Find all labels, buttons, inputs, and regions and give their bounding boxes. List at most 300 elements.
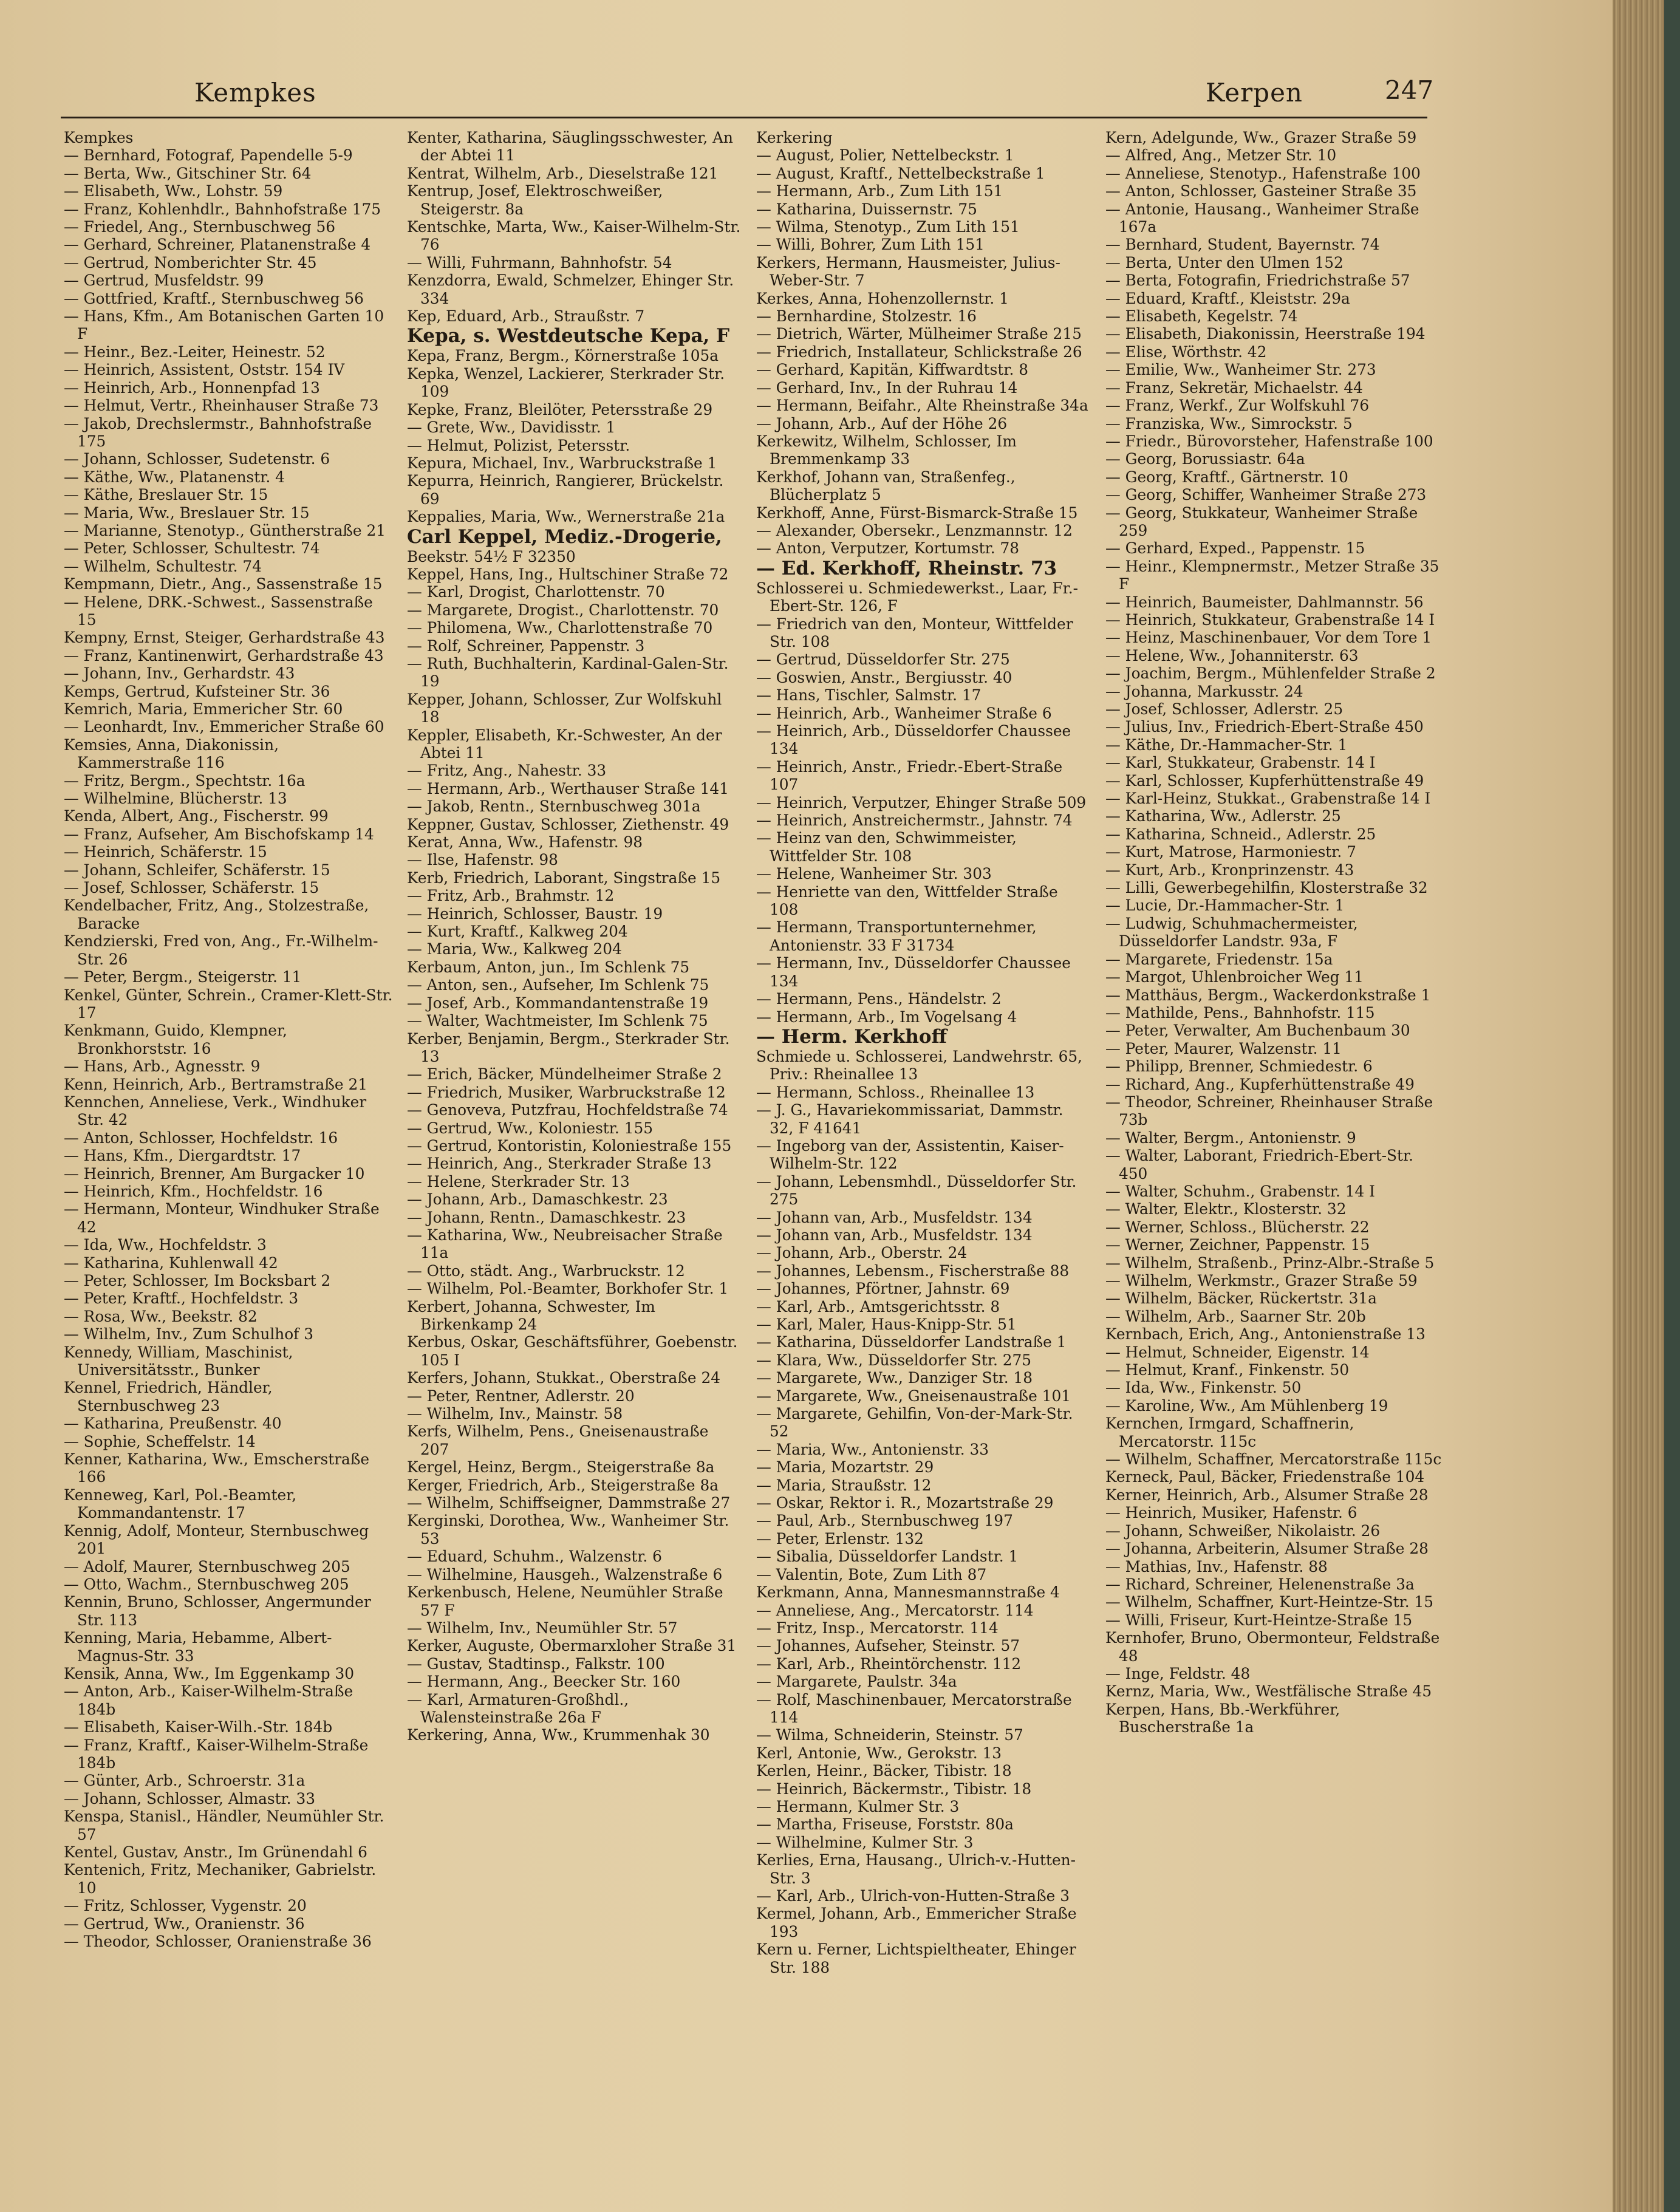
directory-entry: — Hermann, Arb., Zum Lith 151 (756, 182, 1003, 200)
directory-entry: — Margarete, Friedenstr. 15a (1105, 950, 1333, 968)
directory-entry: — Rolf, Maschinenbauer, Mercatorstraße 114 (756, 1690, 1072, 1726)
directory-entry: Keppalies, Maria, Ww., Wernerstraße 21a (407, 508, 725, 526)
directory-entry: — Johann, Arb., Oberstr. 24 (756, 1244, 968, 1262)
directory-entry: — Hermann, Inv., Düsseldorfer Chaussee 134 (756, 954, 1071, 990)
directory-entry: — Gertrud, Ww., Koloniestr. 155 (407, 1119, 653, 1137)
directory-entry: Kempkes (64, 129, 134, 146)
directory-entry: — Joachim, Bergm., Mühlenfelder Straße 2 (1105, 664, 1436, 683)
directory-entry: — Werner, Zeichner, Pappenstr. 15 (1105, 1236, 1370, 1254)
directory-entry: — Maria, Ww., Kalkweg 204 (407, 940, 622, 958)
directory-entry: Kerat, Anna, Ww., Hafenstr. 98 (407, 833, 643, 852)
directory-entry: — Heinrich, Ang., Sterkrader Straße 13 (407, 1155, 712, 1173)
directory-entry: Kennin, Bruno, Schlosser, Angermunder Str. 113 (64, 1593, 371, 1629)
directory-entry: — Gerhard, Schreiner, Platanenstraße 4 (64, 236, 371, 254)
directory-entry: — Karl, Arb., Rheintörchenstr. 112 (756, 1654, 1022, 1673)
directory-entry: — Friedrich, Installateur, Schlickstraße 26 (756, 343, 1082, 361)
directory-entry: — Käthe, Dr.-Hammacher-Str. 1 (1105, 736, 1348, 754)
directory-entry: — Wilhelm, Schaffner, Kurt-Heintze-Str. 15 (1105, 1593, 1434, 1611)
directory-entry: — Johann, Schweißer, Nikolaistr. 26 (1105, 1521, 1381, 1540)
directory-entry: — Margarete, Paulstr. 34a (756, 1673, 957, 1691)
directory-entry: Kernhofer, Bruno, Obermonteur, Feldstraße 48 (1105, 1629, 1440, 1665)
directory-entry: Schmiede u. Schlosserei, Landwehrstr. 65, Priv.: Rheinallee 13 (756, 1047, 1083, 1084)
directory-entry: — Bernhardine, Stolzestr. 16 (756, 307, 977, 326)
directory-entry: Kenkmann, Guido, Klempner, Bronkhorststr. 16 (64, 1022, 287, 1057)
directory-entry: — Johann, Arb., Damaschkestr. 23 (407, 1190, 668, 1209)
directory-entry: — Helene, Sterkrader Str. 13 (407, 1172, 630, 1190)
directory-entry: — Karl, Arb., Ulrich-von-Hutten-Straße 3 (756, 1887, 1070, 1905)
directory-entry: — Ludwig, Schuhmachermeister, Düsseldorfer Landstr. 93a, F (1105, 914, 1358, 951)
column-3 (756, 129, 1090, 2194)
directory-entry: — August, Kraftf., Nettelbeckstraße 1 (756, 164, 1045, 182)
directory-entry: — Gertrud, Kontoristin, Koloniestraße 155 (407, 1136, 732, 1155)
directory-entry: — Elisabeth, Kegelstr. 74 (1105, 307, 1298, 326)
directory-entry: — Oskar, Rektor i. R., Mozartstraße 29 (756, 1494, 1054, 1512)
directory-entry: — Katharina, Kuhlenwall 42 (64, 1254, 278, 1272)
directory-entry: — Heinrich, Arb., Honnenpfad 13 (64, 378, 320, 397)
directory-entry: — Richard, Ang., Kupferhüttenstraße 49 (1105, 1075, 1415, 1093)
directory-entry: — Hermann, Arb., Im Vogelsang 4 (756, 1008, 1017, 1026)
directory-entry: — Werner, Schloss., Blücherstr. 22 (1105, 1218, 1370, 1236)
directory-entry: — Heinrich, Arb., Düsseldorfer Chaussee 134 (756, 722, 1071, 758)
directory-entry: Kepper, Johann, Schlosser, Zur Wolfskuhl 18 (407, 690, 722, 726)
directory-entry: — Walter, Laborant, Friedrich-Ebert-Str. 450 (1105, 1147, 1414, 1183)
directory-entry: — Willi, Friseur, Kurt-Heintze-Straße 15 (1105, 1611, 1413, 1629)
directory-entry: Kempny, Ernst, Steiger, Gerhardstraße 43 (64, 629, 385, 647)
directory-entry: — Sibalia, Düsseldorfer Landstr. 1 (756, 1548, 1019, 1566)
directory-entry: — Ida, Ww., Finkenstr. 50 (1105, 1379, 1302, 1397)
directory-entry: — Wilma, Schneiderin, Steinstr. 57 (756, 1726, 1023, 1744)
directory-entry: Kempmann, Dietr., Ang., Sassenstraße 15 (64, 575, 383, 593)
directory-entry: — Johann, Inv., Gerhardstr. 43 (64, 664, 295, 683)
directory-entry: — Elisabeth, Ww., Lohstr. 59 (64, 182, 283, 200)
directory-entry: — Friedrich, Musiker, Warbruckstraße 12 (407, 1083, 726, 1101)
directory-entry: Kemps, Gertrud, Kufsteiner Str. 36 (64, 682, 330, 700)
directory-entry: — Hermann, Schloss., Rheinallee 13 (756, 1083, 1035, 1101)
directory-entry: Kerb, Friedrich, Laborant, Singstraße 15 (407, 869, 721, 887)
directory-entry: Kerbus, Oskar, Geschäftsführer, Goebenstr. 105 I (407, 1333, 738, 1369)
directory-entry: — Rosa, Ww., Beekstr. 82 (64, 1307, 258, 1325)
page-header (67, 72, 1534, 114)
directory-entry: Kennedy, William, Maschinist, Universitätsstr., Bunker (64, 1343, 293, 1379)
directory-entry: — Maria, Mozartstr. 29 (756, 1458, 934, 1476)
directory-entry: Kerber, Benjamin, Bergm., Sterkrader Str. 13 (407, 1029, 730, 1065)
directory-entry: — Gertrud, Musfeldstr. 99 (64, 271, 264, 290)
directory-entry: — Mathias, Inv., Hafenstr. 88 (1105, 1557, 1328, 1575)
directory-entry: — August, Polier, Nettelbeckstr. 1 (756, 146, 1014, 165)
directory-entry: — Peter, Verwalter, Am Buchenbaum 30 (1105, 1022, 1410, 1040)
directory-entry: Kergel, Heinz, Bergm., Steigerstraße 8a (407, 1458, 715, 1476)
directory-entry: — Friedr., Bürovorsteher, Hafenstraße 100 (1105, 432, 1433, 450)
directory-entry: — Peter, Rentner, Adlerstr. 20 (407, 1387, 635, 1405)
directory-entry: Kenspa, Stanisl., Händler, Neumühler Str. 57 (64, 1807, 384, 1843)
directory-entry: — Heinr., Bez.-Leiter, Heinestr. 52 (64, 343, 326, 361)
directory-entry: — Wilhelm, Pol.-Beamter, Borkhofer Str. 1 (407, 1280, 729, 1298)
directory-entry: — Eduard, Schuhm., Walzenstr. 6 (407, 1548, 662, 1566)
directory-entry: — Josef, Schlosser, Adlerstr. 25 (1105, 700, 1344, 718)
directory-entry: — Berta, Unter den Ulmen 152 (1105, 253, 1344, 271)
directory-entry: Kern u. Ferner, Lichtspieltheater, Ehinger Str. 188 (756, 1941, 1076, 1976)
directory-entry: — Franziska, Ww., Simrockstr. 5 (1105, 414, 1353, 432)
directory-entry: — Margarete, Ww., Danziger Str. 18 (756, 1369, 1033, 1387)
directory-entry: — Valentin, Bote, Zum Lith 87 (756, 1565, 987, 1583)
directory-entry: — Antonie, Hausang., Wanheimer Straße 167a (1105, 200, 1419, 236)
directory-entry: — Peter, Bergm., Steigerstr. 11 (64, 968, 302, 986)
directory-entry: — Katharina, Ww., Neubreisacher Straße 11a (407, 1226, 723, 1262)
directory-entry: — Peter, Maurer, Walzenstr. 11 (1105, 1039, 1342, 1057)
directory-entry: — Heinrich, Schäferstr. 15 (64, 843, 267, 861)
directory-entry: — Helmut, Polizist, Petersstr. (407, 436, 630, 454)
directory-entry: — Berta, Ww., Gitschiner Str. 64 (64, 164, 312, 182)
directory-entry: — Bernhard, Fotograf, Papendelle 5-9 (64, 146, 353, 165)
directory-entry: — Erich, Bäcker, Mündelheimer Straße 2 (407, 1065, 722, 1084)
directory-entry: — Karl, Arb., Amtsgerichtsstr. 8 (756, 1297, 1000, 1316)
directory-entry: Kepurra, Heinrich, Rangierer, Brückelstr. 69 (407, 472, 724, 508)
directory-entry: — Friedel, Ang., Sternbuschweg 56 (64, 218, 336, 236)
directory-entry: — Georg, Schiffer, Wanheimer Straße 273 (1105, 486, 1427, 504)
directory-entry: — Otto, städt. Ang., Warbruckstr. 12 (407, 1261, 685, 1280)
directory-entry: — Georg, Kraftf., Gärtnerstr. 10 (1105, 468, 1348, 486)
directory-entry: — Theodor, Schlosser, Oranienstraße 36 (64, 1933, 372, 1951)
directory-entry: — Heinz van den, Schwimmeister, Wittfelder Str. 108 (756, 829, 1017, 865)
directory-entry: — Marianne, Stenotyp., Güntherstraße 21 (64, 521, 386, 539)
directory-entry: Kerner, Heinrich, Arb., Alsumer Straße 28 (1105, 1486, 1429, 1504)
directory-entry: — Fritz, Insp., Mercatorstr. 114 (756, 1619, 999, 1637)
directory-entry: Kerlies, Erna, Hausang., Ulrich-v.-Hutten-Str. 3 (756, 1851, 1076, 1887)
directory-entry: — Johann, Arb., Auf der Höhe 26 (756, 414, 1008, 432)
directory-entry: Kerkhoff, Anne, Fürst-Bismarck-Straße 15 (756, 504, 1078, 522)
directory-entry: — Heinrich, Verputzer, Ehinger Straße 509 (756, 793, 1087, 811)
directory-entry: Kenneweg, Karl, Pol.-Beamter, Kommandantenstr. 17 (64, 1486, 297, 1522)
book-cover-edge (1664, 0, 1680, 2212)
directory-entry: — Rolf, Schreiner, Pappenstr. 3 (407, 637, 645, 655)
directory-entry: — Peter, Schlosser, Im Bocksbart 2 (64, 1272, 331, 1289)
directory-entry: — Franz, Werkf., Zur Wolfskuhl 76 (1105, 397, 1370, 415)
directory-entry: — Heinrich, Anstr., Friedr.-Ebert-Straße 107 (756, 757, 1063, 794)
directory-entry: — Fritz, Schlosser, Vygenstr. 20 (64, 1897, 307, 1915)
directory-entry: — Katharina, Schneid., Adlerstr. 25 (1105, 825, 1376, 843)
directory-entry: — Helene, Wanheimer Str. 303 (756, 865, 992, 883)
directory-entry: — Hermann, Monteur, Windhuker Straße 42 (64, 1200, 380, 1236)
directory-entry: Kerkering, Anna, Ww., Krummenhak 30 (407, 1726, 710, 1744)
directory-entry: — Gerhard, Exped., Pappenstr. 15 (1105, 539, 1365, 558)
directory-entry: — Hermann, Transportunternehmer, Antonienstr. 33 F 31734 (756, 918, 1037, 954)
directory-entry: — Johannes, Pförtner, Jahnstr. 69 (756, 1280, 1010, 1298)
directory-entry: — Wilhelm, Inv., Mainstr. 58 (407, 1405, 623, 1423)
directory-entry: — Karl, Stukkateur, Grabenstr. 14 I (1105, 754, 1376, 772)
directory-entry: — Johann, Lebensmhdl., Düsseldorfer Str. 275 (756, 1172, 1077, 1209)
directory-entry: — Margarete, Gehilfin, Von-der-Mark-Str. 52 (756, 1405, 1073, 1441)
directory-entry: — Wilhelm, Arb., Saarner Str. 20b (1105, 1307, 1366, 1325)
directory-entry: Kerkering (756, 129, 833, 146)
directory-entry: — Karl, Schlosser, Kupferhüttenstraße 49 (1105, 771, 1424, 790)
directory-entry: — Helmut, Vertr., Rheinhauser Straße 73 (64, 397, 379, 415)
directory-entry: — Heinz, Maschinenbauer, Vor dem Tore 1 (1105, 629, 1432, 647)
directory-entry: — Margarete, Ww., Gneisenaustraße 101 (756, 1387, 1071, 1405)
directory-entry: — Emilie, Ww., Wanheimer Str. 273 (1105, 361, 1376, 379)
directory-entry: — Heinrich, Brenner, Am Burgacker 10 (64, 1164, 365, 1183)
directory-entry: Kenner, Katharina, Ww., Emscherstraße 166 (64, 1450, 370, 1486)
directory-entry: Kerfers, Johann, Stukkat., Oberstraße 24 (407, 1369, 721, 1387)
directory-entry: — Elisabeth, Kaiser-Wilh.-Str. 184b (64, 1718, 333, 1736)
directory-entry: — Philomena, Ww., Charlottenstraße 70 (407, 619, 713, 637)
directory-entry: — Julius, Inv., Friedrich-Ebert-Straße 450 (1105, 718, 1424, 736)
directory-entry: Kerger, Friedrich, Arb., Steigerstraße 8a (407, 1476, 719, 1494)
directory-entry: — Wilhelm, Schultestr. 74 (64, 557, 262, 575)
directory-entry: Kendelbacher, Fritz, Ang., Stolzestraße, Baracke (64, 896, 369, 932)
directory-entry: — Anton, Arb., Kaiser-Wilhelm-Straße 184b (64, 1682, 353, 1718)
directory-entry: — Alfred, Ang., Metzer Str. 10 (1105, 146, 1337, 165)
directory-entry: Kennchen, Anneliese, Verk., Windhuker Str. 42 (64, 1093, 367, 1129)
directory-entry: Kerkewitz, Wilhelm, Schlosser, Im Bremmenkamp 33 (756, 432, 1017, 468)
directory-entry: Kerlen, Heinr., Bäcker, Tibistr. 18 (756, 1762, 1012, 1780)
directory-entry: Kemsies, Anna, Diakonissin, Kammerstraße 116 (64, 736, 279, 772)
directory-entry: — Johann, Schleifer, Schäferstr. 15 (64, 861, 330, 879)
directory-entry: — Maria, Ww., Breslauer Str. 15 (64, 504, 310, 522)
directory-entry: — Käthe, Breslauer Str. 15 (64, 486, 268, 504)
directory-entry: — Adolf, Maurer, Sternbuschweg 205 (64, 1557, 350, 1575)
directory-entry: — Herm. Kerkhoff (756, 1025, 947, 1048)
directory-entry: — Willi, Fuhrmann, Bahnhofstr. 54 (407, 253, 672, 271)
directory-entry: — Margarete, Drogist., Charlottenstr. 70 (407, 601, 719, 619)
directory-entry: Carl Keppel, Mediz.-Drogerie, (407, 525, 722, 548)
directory-entry: Kerl, Antonie, Ww., Gerokstr. 13 (756, 1744, 1002, 1762)
directory-entry: — Karl, Armaturen-Großhdl., Walensteinstraße 26a F (407, 1690, 629, 1726)
directory-entry: — Paul, Arb., Sternbuschweg 197 (756, 1512, 1013, 1530)
directory-entry: — Ida, Ww., Hochfeldstr. 3 (64, 1236, 267, 1254)
directory-entry: — Heinrich, Stukkateur, Grabenstraße 14 I (1105, 610, 1435, 629)
directory-entry: — Karl, Maler, Haus-Knipp-Str. 51 (756, 1316, 1017, 1333)
directory-entry: Kernbach, Erich, Ang., Antonienstraße 13 (1105, 1325, 1426, 1343)
directory-entry: — Theodor, Schreiner, Rheinhauser Straße 73b (1105, 1093, 1433, 1129)
directory-entry: — Walter, Bergm., Antonienstr. 9 (1105, 1128, 1356, 1147)
directory-entry: — Dietrich, Wärter, Mülheimer Straße 215 (756, 325, 1082, 343)
directory-entry: — Franz, Kraftf., Kaiser-Wilhelm-Straße 184b (64, 1736, 369, 1772)
directory-entry: — Hermann, Arb., Werthauser Straße 141 (407, 779, 729, 797)
directory-entry: — Käthe, Ww., Platanenstr. 4 (64, 468, 285, 486)
directory-entry: Kepke, Franz, Bleilöter, Petersstraße 29 (407, 400, 713, 418)
directory-entry: — Ed. Kerkhoff, Rheinstr. 73 (756, 557, 1057, 579)
directory-entry: — Franz, Kantinenwirt, Gerhardstraße 43 (64, 646, 384, 664)
directory-entry: Kern, Adelgunde, Ww., Grazer Straße 59 (1105, 129, 1417, 146)
directory-entry: — Berta, Fotografin, Friedrichstraße 57 (1105, 271, 1410, 290)
directory-entry: — Lucie, Dr.-Hammacher-Str. 1 (1105, 896, 1345, 915)
directory-entry: Kentrup, Josef, Elektroschweißer, Steigerstr. 8a (407, 182, 663, 218)
directory-entry: — Hermann, Beifahr., Alte Rheinstraße 34a (756, 397, 1088, 415)
directory-entry: — Anton, Schlosser, Gasteiner Straße 35 (1105, 182, 1417, 200)
directory-entry: — Peter, Schlosser, Schultestr. 74 (64, 539, 320, 558)
directory-entry: — Goswien, Anstr., Bergiusstr. 40 (756, 668, 1012, 686)
directory-entry: — Heinrich, Anstreichermstr., Jahnstr. 74 (756, 811, 1073, 830)
directory-entry: Kerginski, Dorothea, Ww., Wanheimer Str. 53 (407, 1512, 729, 1548)
directory-entry: — Johann, Schlosser, Almastr. 33 (64, 1789, 316, 1807)
directory-entry: — Anton, Verputzer, Kortumstr. 78 (756, 539, 1020, 558)
header-rule (61, 117, 1427, 118)
directory-entry: Kerkers, Hermann, Hausmeister, Julius-Weber-Str. 7 (756, 253, 1060, 290)
directory-entry: — Henriette van den, Wittfelder Straße 108 (756, 882, 1058, 919)
directory-entry: Kenning, Maria, Hebamme, Albert-Magnus-Str. 33 (64, 1629, 332, 1665)
directory-entry: — Alexander, Obersekr., Lenzmannstr. 12 (756, 521, 1073, 539)
directory-entry: Kerbaum, Anton, jun., Im Schlenk 75 (407, 958, 690, 976)
directory-entry: — Friedrich van den, Monteur, Wittfelder Str. 108 (756, 615, 1073, 650)
directory-entry: — Anton, Schlosser, Hochfeldstr. 16 (64, 1128, 338, 1147)
directory-entry: — Hans, Kfm., Am Botanischen Garten 10 F (64, 307, 384, 343)
directory-entry: — Kurt, Matrose, Harmoniestr. 7 (1105, 843, 1356, 861)
directory-entry: — Maria, Ww., Antonienstr. 33 (756, 1440, 989, 1458)
directory-entry: — Walter, Wachtmeister, Im Schlenk 75 (407, 1012, 708, 1030)
directory-entry: — Kurt, Arb., Kronprinzenstr. 43 (1105, 861, 1354, 879)
directory-entry: — Johannes, Lebensm., Fischerstraße 88 (756, 1261, 1070, 1280)
directory-entry: — Jakob, Rentn., Sternbuschweg 301a (407, 797, 701, 816)
directory-entry: Kerfs, Wilhelm, Pens., Gneisenaustraße 207 (407, 1422, 709, 1458)
directory-entry: Keppel, Hans, Ing., Hultschiner Straße 72 (407, 565, 729, 583)
directory-entry: — Franz, Aufseher, Am Bischofskamp 14 (64, 825, 374, 843)
directory-entry: Kepa, s. Westdeutsche Kepa, F (407, 325, 730, 347)
directory-entry: — Johann, Schlosser, Sudetenstr. 6 (64, 450, 330, 468)
directory-entry: — Wilhelmine, Hausgeh., Walzenstraße 6 (407, 1565, 723, 1583)
directory-entry: — Grete, Ww., Davidisstr. 1 (407, 418, 616, 437)
directory-entry: — Heinrich, Baumeister, Dahlmannstr. 56 (1105, 593, 1424, 611)
directory-entry: — Inge, Feldstr. 48 (1105, 1664, 1251, 1682)
directory-entry: — Gerhard, Inv., In der Ruhrau 14 (756, 378, 1018, 397)
directory-entry: — Margot, Uhlenbroicher Weg 11 (1105, 968, 1364, 986)
directory-entry: — Willi, Bohrer, Zum Lith 151 (756, 236, 985, 254)
directory-entry: — Lilli, Gewerbegehilfin, Klosterstraße 32 (1105, 879, 1428, 897)
directory-entry: Kernchen, Irmgard, Schaffnerin, Mercatorstr. 115c (1105, 1415, 1354, 1450)
directory-entry: — Gertrud, Nomberichter Str. 45 (64, 253, 317, 271)
directory-entry: — Wilhelm, Werkmstr., Grazer Straße 59 (1105, 1272, 1418, 1289)
directory-entry: — Georg, Stukkateur, Wanheimer Straße 259 (1105, 504, 1418, 539)
directory-entry: Kepa, Franz, Bergm., Körnerstraße 105a (407, 347, 719, 365)
directory-entry: — Maria, Straußstr. 12 (756, 1476, 932, 1494)
directory-entry: — Wilhelm, Straßenb., Prinz-Albr.-Straße 5 (1105, 1254, 1435, 1272)
directory-entry: — Günter, Arb., Schroerstr. 31a (64, 1772, 306, 1790)
directory-entry: — Heinrich, Bäckermstr., Tibistr. 18 (756, 1780, 1032, 1798)
directory-entry: — Peter, Kraftf., Hochfeldstr. 3 (64, 1289, 299, 1308)
directory-entry: Kermel, Johann, Arb., Emmericher Straße 193 (756, 1905, 1077, 1941)
directory-entry: — Johanna, Arbeiterin, Alsumer Straße 28 (1105, 1540, 1429, 1558)
directory-entry: — Wilma, Stenotyp., Zum Lith 151 (756, 218, 1020, 236)
directory-entry: — Philipp, Brenner, Schmiedestr. 6 (1105, 1057, 1373, 1076)
directory-entry: — Martha, Friseuse, Forststr. 80a (756, 1815, 1014, 1834)
directory-entry: — Sophie, Scheffelstr. 14 (64, 1432, 256, 1450)
directory-entry: — Karl, Drogist, Charlottenstr. 70 (407, 583, 665, 601)
directory-entry: — Gerhard, Kapitän, Kiffwardtstr. 8 (756, 361, 1028, 379)
directory-entry: — Johann, Rentn., Damaschkestr. 23 (407, 1208, 686, 1226)
directory-entry: — Johann van, Arb., Musfeldstr. 134 (756, 1226, 1033, 1244)
directory-entry: — Wilhelm, Inv., Zum Schulhof 3 (64, 1325, 314, 1343)
directory-entry: — Katharina, Duissernstr. 75 (756, 200, 977, 218)
directory-entry: Kentenich, Fritz, Mechaniker, Gabrielstr. 10 (64, 1861, 377, 1897)
directory-entry: — Hermann, Ang., Beecker Str. 160 (407, 1673, 681, 1691)
directory-entry: Kerkenbusch, Helene, Neumühler Straße 57 F (407, 1583, 723, 1619)
directory-entry: Kentel, Gustav, Anstr., Im Grünendahl 6 (64, 1843, 367, 1861)
directory-entry: — J. G., Havariekommissariat, Dammstr. 32, F 41641 (756, 1101, 1064, 1137)
directory-entry: — Wilhelmine, Kulmer Str. 3 (756, 1833, 974, 1851)
directory-entry: — Gertrud, Ww., Oranienstr. 36 (64, 1914, 305, 1933)
directory-entry: — Klara, Ww., Düsseldorfer Str. 275 (756, 1351, 1032, 1369)
directory-entry: — Heinrich, Arb., Wanheimer Straße 6 (756, 704, 1052, 722)
directory-entry: — Johann van, Arb., Musfeldstr. 134 (756, 1208, 1033, 1226)
directory-entry: — Wilhelm, Schiffseigner, Dammstraße 27 (407, 1494, 731, 1512)
directory-entry: — Josef, Arb., Kommandantenstraße 19 (407, 994, 709, 1012)
directory-entry: — Ruth, Buchhalterin, Kardinal-Galen-Str. 19 (407, 654, 729, 691)
header-right-word: Kerpen (1206, 78, 1303, 108)
directory-entry: Kenter, Katharina, Säuglingsschwester, An der Abtei 11 (407, 129, 734, 165)
directory-entry: — Katharina, Preußenstr. 40 (64, 1415, 282, 1433)
directory-entry: — Franz, Kohlenhdlr., Bahnhofstraße 175 (64, 200, 381, 218)
directory-entry: Kep, Eduard, Arb., Straußstr. 7 (407, 307, 645, 326)
directory-entry: Kernz, Maria, Ww., Westfälische Straße 45 (1105, 1682, 1432, 1701)
directory-entry: — Fritz, Bergm., Spechtstr. 16a (64, 771, 306, 790)
directory-entry: — Wilhelm, Bäcker, Rückertstr. 31a (1105, 1289, 1377, 1308)
directory-entry: — Peter, Erlenstr. 132 (756, 1529, 924, 1548)
directory-entry: — Johanna, Markusstr. 24 (1105, 682, 1303, 700)
directory-entry: Kentschke, Marta, Ww., Kaiser-Wilhelm-Str. 76 (407, 218, 741, 254)
directory-entry: — Wilhelm, Inv., Neumühler Str. 57 (407, 1619, 678, 1637)
directory-entry: Kerkhof, Johann van, Straßenfeg., Blücherplatz 5 (756, 468, 1016, 504)
directory-entry: — Heinr., Klempnermstr., Metzer Straße 35 F (1105, 557, 1439, 593)
directory-entry: Kerpen, Hans, Bb.-Werkführer, Buscherstraße 1a (1105, 1700, 1340, 1736)
directory-entry: — Ingeborg van der, Assistentin, Kaiser-Wilhelm-Str. 122 (756, 1136, 1064, 1173)
directory-entry: — Matthäus, Bergm., Wackerdonkstraße 1 (1105, 986, 1431, 1004)
directory-entry: Kennel, Friedrich, Händler, Sternbuschweg 23 (64, 1379, 273, 1415)
directory-entry: — Heinrich, Schlosser, Baustr. 19 (407, 904, 663, 923)
directory-entry: — Gertrud, Düsseldorfer Str. 275 (756, 650, 1010, 669)
directory-entry: — Anneliese, Ang., Mercatorstr. 114 (756, 1601, 1034, 1619)
directory-entry: — Karl-Heinz, Stukkat., Grabenstraße 14 I (1105, 790, 1431, 808)
column-2 (407, 129, 741, 2194)
directory-entry: Kensik, Anna, Ww., Im Eggenkamp 30 (64, 1664, 355, 1682)
directory-entry: — Walter, Elektr., Klosterstr. 32 (1105, 1200, 1347, 1218)
directory-entry: — Hermann, Pens., Händelstr. 2 (756, 990, 1002, 1008)
directory-entry: — Elise, Wörthstr. 42 (1105, 343, 1267, 361)
directory-entry: — Walter, Schuhm., Grabenstr. 14 I (1105, 1182, 1375, 1200)
directory-entry: Kepura, Michael, Inv., Warbruckstraße 1 (407, 454, 717, 472)
directory-entry: Kennig, Adolf, Monteur, Sternbuschweg 201 (64, 1521, 369, 1558)
directory-entry: — Katharina, Düsseldorfer Landstraße 1 (756, 1333, 1067, 1351)
directory-entry: Kerneck, Paul, Bäcker, Friedenstraße 104 (1105, 1468, 1425, 1486)
directory-entry: — Johannes, Aufseher, Steinstr. 57 (756, 1637, 1020, 1655)
directory-entry: — Josef, Schlosser, Schäferstr. 15 (64, 879, 319, 897)
directory-entry: — Helmut, Schneider, Eigenstr. 14 (1105, 1343, 1370, 1361)
directory-entry: — Helmut, Kranf., Finkenstr. 50 (1105, 1361, 1350, 1379)
directory-entry: — Genoveva, Putzfrau, Hochfeldstraße 74 (407, 1101, 728, 1119)
directory-entry: — Gustav, Stadtinsp., Falkstr. 100 (407, 1654, 665, 1673)
directory-entry: Kepka, Wenzel, Lackierer, Sterkrader Str. 109 (407, 364, 725, 401)
directory-entry: — Mathilde, Pens., Bahnhofstr. 115 (1105, 1003, 1375, 1022)
directory-entry: Kenda, Albert, Ang., Fischerstr. 99 (64, 807, 329, 825)
directory-entry: Kerkes, Anna, Hohenzollernstr. 1 (756, 289, 1009, 307)
directory-entry: — Fritz, Arb., Brahmstr. 12 (407, 887, 615, 905)
header-left-word: Kempkes (194, 78, 316, 108)
directory-entry: — Karoline, Ww., Am Mühlenberg 19 (1105, 1396, 1388, 1415)
directory-entry: — Hermann, Kulmer Str. 3 (756, 1797, 960, 1815)
directory-entry: — Heinrich, Musiker, Hafenstr. 6 (1105, 1504, 1357, 1522)
directory-entry: Kenkel, Günter, Schrein., Cramer-Klett-Str. 17 (64, 986, 393, 1022)
directory-entry: — Wilhelm, Schaffner, Mercatorstraße 115c (1105, 1450, 1442, 1469)
directory-entry: Kerkmann, Anna, Mannesmannstraße 4 (756, 1583, 1060, 1602)
directory-entry: — Ilse, Hafenstr. 98 (407, 851, 558, 869)
directory-entry: Kentrat, Wilhelm, Arb., Dieselstraße 121 (407, 164, 719, 182)
directory-entry: — Helene, DRK.-Schwest., Sassenstraße 15 (64, 593, 373, 629)
page-number: 247 (1385, 75, 1434, 105)
directory-entry: — Hans, Kfm., Diergardtstr. 17 (64, 1147, 301, 1165)
column-4 (1105, 129, 1443, 2194)
directory-entry: — Fritz, Ang., Nahestr. 33 (407, 762, 607, 780)
directory-entry: — Hans, Arb., Agnesstr. 9 (64, 1057, 261, 1076)
directory-entry: — Bernhard, Student, Bayernstr. 74 (1105, 236, 1380, 254)
directory-entry: — Otto, Wachm., Sternbuschweg 205 (64, 1575, 349, 1593)
